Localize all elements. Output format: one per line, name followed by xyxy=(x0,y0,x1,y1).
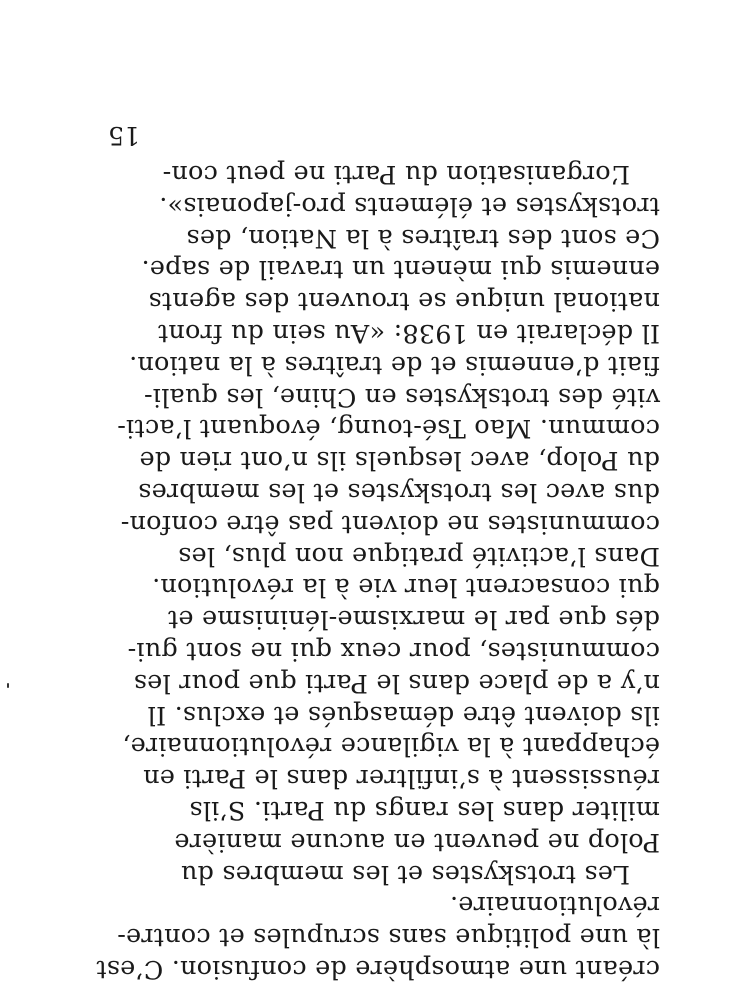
body-text xyxy=(80,157,660,984)
text-line: réussissent à s’infiltrer dans le Parti en xyxy=(142,763,660,794)
text-line: fiait d’ennemis et de traîtres à la nation. xyxy=(128,349,660,380)
text-line: qui consacrent leur vie à la révolution. xyxy=(151,572,660,603)
text-line: ils doivent être démasqués et exclus. Il xyxy=(147,699,660,730)
text-line: échappant à la vigilance révolutionnaire, xyxy=(122,731,660,762)
page-number: 15 xyxy=(108,121,140,150)
text-line: L’organisation du Parti ne peut con- xyxy=(162,159,630,190)
text-line: Polop ne peuvent en aucune manière xyxy=(174,826,660,857)
text-line: militer dans les rangs du Parti. S’ils xyxy=(189,795,660,826)
text-line: communistes ne doivent pas être confon- xyxy=(120,508,660,539)
text-line: dus avec les trotskystes et les membres xyxy=(138,477,660,508)
text-line: Dans l’activité pratique non plus, les xyxy=(178,540,660,571)
text-line: du Polop, avec lesquels ils n’ont rien de xyxy=(139,445,660,476)
text-line: Les trotskystes et les membres du xyxy=(180,858,630,889)
text-line: n’y a de place dans le Parti que pour les xyxy=(133,667,660,698)
text-line: trotskystes et éléments pro-japonais». xyxy=(159,190,660,221)
text-line: créant une atmosphère de confusion. C’est xyxy=(96,954,660,984)
text-line: commun. Mao Tsé-toung, évoquant l’acti- xyxy=(117,413,660,444)
text-line: révolutionnaire. xyxy=(449,890,660,921)
text-line: Ce sont des traîtres à la Nation, des xyxy=(186,222,660,253)
text-line: communistes, pour ceux qui ne sont gui- xyxy=(127,636,660,667)
text-line: Il déclarait en 1938: «Au sein du front xyxy=(157,318,660,349)
text-line: national unique se trouvent des agents xyxy=(148,286,660,317)
text-line: ennemis qui mènent un travail de sape. xyxy=(141,254,660,285)
text-line: vité des trotskystes en Chine, les quali- xyxy=(143,381,660,412)
text-line: dés que par le marxisme-léninisme et xyxy=(167,604,660,635)
text-line: là une politique sans scrupules et contre- xyxy=(117,922,660,953)
